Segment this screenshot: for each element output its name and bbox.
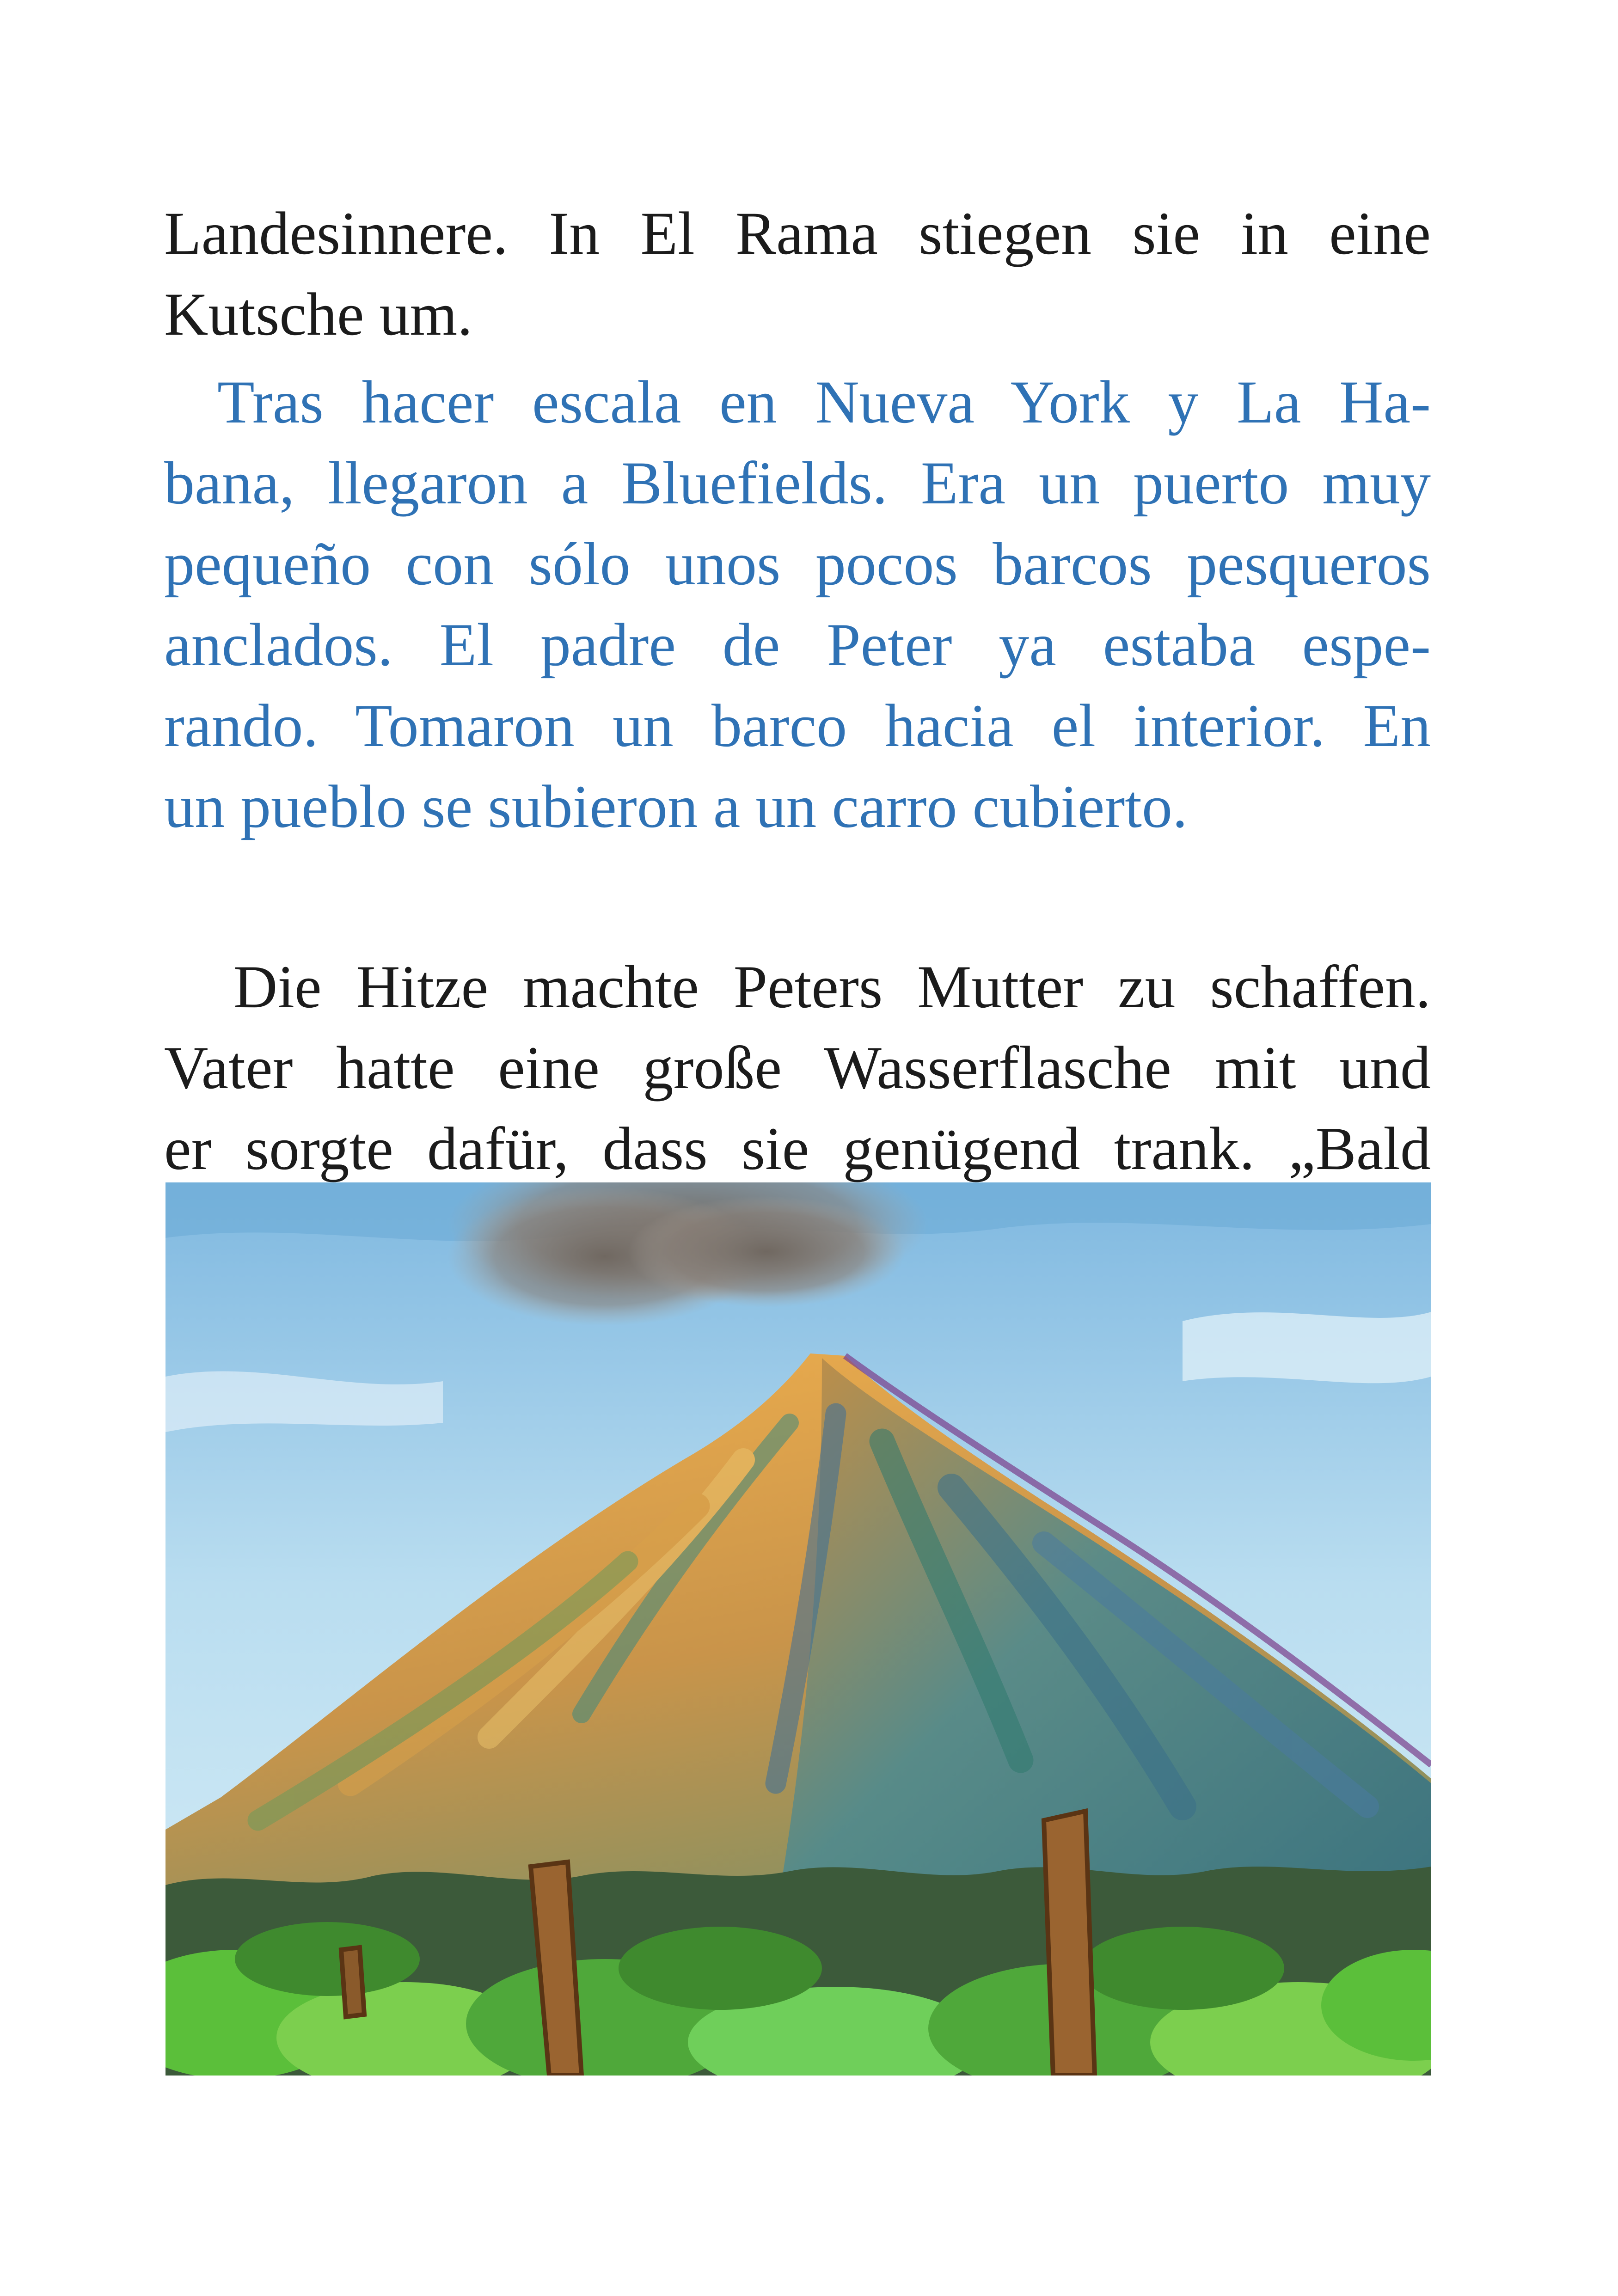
spanish-line-2: bana, llegaron a Bluefields. Era un puerto muy	[164, 449, 1431, 517]
fence-post-right	[1044, 1811, 1095, 2076]
german-line-2: Kutsche um.	[164, 280, 473, 348]
spanish-line-1: Tras hacer escala en Nueva York y La Ha-	[217, 368, 1431, 436]
volcano-painting	[165, 1182, 1431, 2076]
volcano-illustration	[165, 1182, 1431, 2076]
german-para-line-1: Die Hitze machte Peters Mutter zu schaffen.	[233, 953, 1431, 1021]
spanish-line-3: pequeño con sólo unos pocos barcos pesqueros	[164, 530, 1431, 598]
spanish-line-5: rando. Tomaron un barco hacia el interior. En	[164, 692, 1431, 759]
spanish-line-4: anclados. El padre de Peter ya estaba espe-	[164, 611, 1431, 679]
german-para-line-2: Vater hatte eine große Wasserflasche mit und	[164, 1034, 1431, 1102]
spanish-line-6: un pueblo se subieron a un carro cubierto.	[164, 772, 1188, 840]
german-line-1: Landesinnere. In El Rama stiegen sie in eine	[164, 199, 1431, 267]
german-para-line-3: er sorgte dafür, dass sie genügend trank. „Bald	[164, 1114, 1431, 1182]
